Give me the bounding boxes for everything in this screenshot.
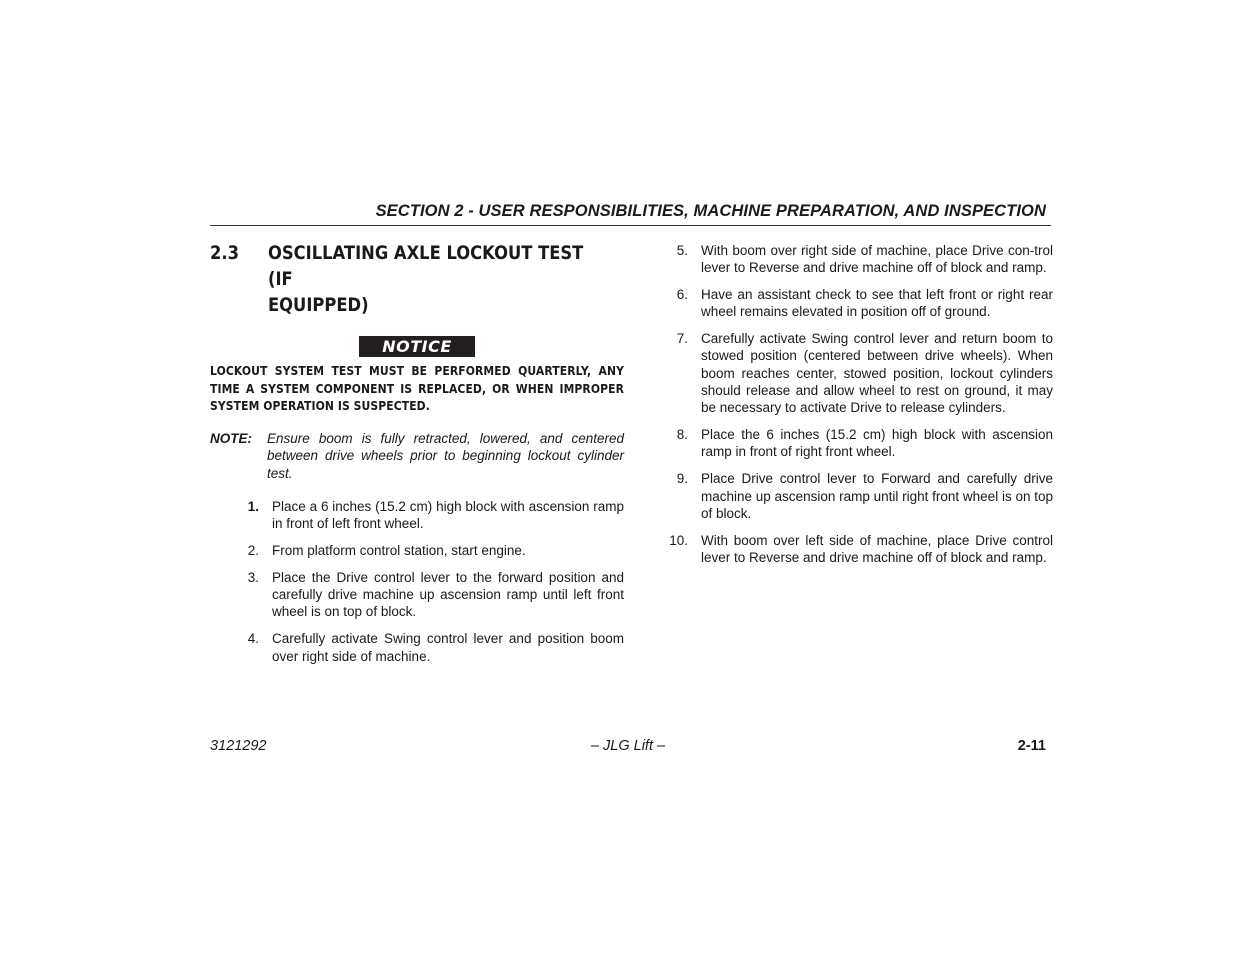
section-number: 2.3 xyxy=(210,242,239,264)
header-rule xyxy=(210,225,1051,226)
footer-center-text: – JLG Lift – xyxy=(590,738,666,754)
section-title-line-1: OSCILLATING AXLE LOCKOUT TEST (IF xyxy=(268,242,584,290)
step-text: Carefully activate Swing control lever and return boom to stowed position (centered between drive wheels). When boom reaches center, stowed position, lockout cylinders should release and allow wheel to rest on ground, it may be necessary to activate Drive to release cylinders. xyxy=(701,331,1053,416)
step-text: With boom over left side of machine, place Drive control lever to Reverse and drive machine off of block and ramp. xyxy=(701,532,1053,565)
section-title xyxy=(268,240,612,318)
right-column xyxy=(668,242,1053,576)
list-item xyxy=(210,569,624,621)
step-number: 2. xyxy=(247,543,259,559)
step-text: Carefully activate Swing control lever and position boom over right side of machine. xyxy=(272,631,624,664)
section-heading xyxy=(210,240,624,318)
footer-doc-number: 3121292 xyxy=(210,738,267,754)
step-number: 4. xyxy=(247,631,259,647)
step-number: 3. xyxy=(247,569,259,585)
footer-page-number: 2-11 xyxy=(1017,738,1046,754)
list-item xyxy=(668,470,1053,522)
step-text: From platform control station, start engine. xyxy=(272,543,526,559)
step-text: Place the Drive control lever to the forward position and carefully drive machine up ascension ramp until left front wheel is on top of block. xyxy=(272,569,624,620)
list-item xyxy=(668,242,1053,277)
note-label: NOTE: xyxy=(210,430,252,446)
left-column xyxy=(210,240,624,674)
step-text: Place a 6 inches (15.2 cm) high block with ascension ramp in front of left front wheel. xyxy=(272,499,624,532)
notice-badge: NOTICE xyxy=(359,336,475,357)
steps-list-left xyxy=(210,498,624,665)
list-item xyxy=(668,286,1053,321)
list-item xyxy=(210,630,624,665)
step-text: With boom over right side of machine, place Drive con-trol lever to Reverse and drive machine off of block and ramp. xyxy=(701,243,1053,276)
step-number: 10. xyxy=(669,532,688,548)
list-item xyxy=(668,330,1053,416)
step-number: 1. xyxy=(247,499,259,514)
list-item xyxy=(668,426,1053,461)
list-item xyxy=(210,542,624,559)
note-block xyxy=(210,430,624,483)
note-text: Ensure boom is fully retracted, lowered, and centered between drive wheels prior to beginning lockout cylinder test. xyxy=(267,430,624,481)
step-text: Have an assistant check to see that left front or right rear wheel remains elevated in position off of ground. xyxy=(701,287,1053,320)
notice-text: LOCKOUT SYSTEM TEST MUST BE PERFORMED QUARTERLY, ANY TIME A SYSTEM COMPONENT IS REPLACED, OR WHEN IMPROPER SYSTEM OPERATION IS SUSPECTED. xyxy=(210,364,624,413)
list-item xyxy=(210,498,624,533)
steps-list-right xyxy=(668,242,1053,566)
step-number: 9. xyxy=(676,471,688,487)
step-text: Place the 6 inches (15.2 cm) high block with ascension ramp in front of right front wheel. xyxy=(701,427,1053,460)
step-number: 8. xyxy=(676,427,688,443)
step-text: Place Drive control lever to Forward and carefully drive machine up ascension ramp until right front wheel is on top of block. xyxy=(701,471,1053,521)
step-number: 7. xyxy=(676,331,688,347)
notice-badge-wrap xyxy=(210,336,624,358)
list-item xyxy=(668,532,1053,567)
step-number: 6. xyxy=(676,287,688,303)
section-title-line-2: EQUIPPED) xyxy=(268,294,369,316)
section-header-title: SECTION 2 - USER RESPONSIBILITIES, MACHINE PREPARATION, AND INSPECTION xyxy=(375,202,1046,220)
step-number: 5. xyxy=(676,243,688,258)
